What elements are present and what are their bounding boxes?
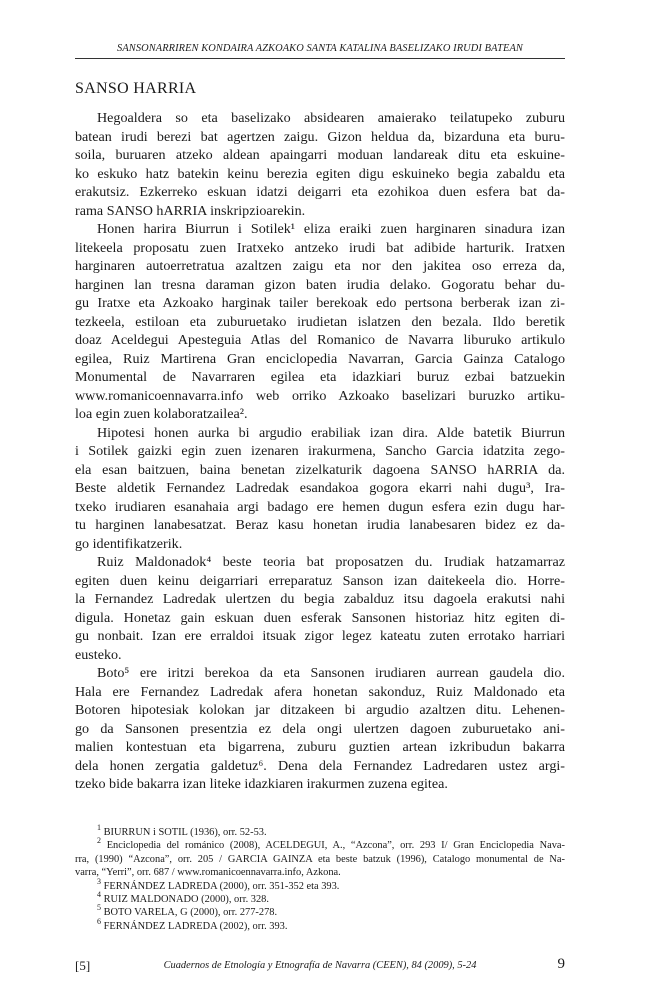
footnote-text: BIURRUN i SOTIL (1936), orr. 52-53. <box>103 827 267 838</box>
text-line: erakutsiz. Ezkerreko eskuan idatzi deigarri eta ezohikoa duen esfera bat da- <box>75 184 565 200</box>
footnote-number: 3 <box>97 876 101 886</box>
running-header: SANSONARRIREN KONDAIRA AZKOAKO SANTA KATALINA BASELIZAKO IRUDI BATEAN <box>117 43 523 54</box>
text-line: go da Sansonen presentzia ez dela ongi ulertzen dagoen zuburuetako ani- <box>75 720 565 737</box>
footnote-text: Enciclopedia del románico (2008), ACELDEGUI, A., “Azcona”, orr. 293 I/ Gran Enciclopedia Nava- <box>106 840 565 852</box>
text-line: i Sotilek gaizki egin zuen izenaren irakurmena, Sancho Garcia idatzita zego- <box>75 443 565 459</box>
text-line: tezkeela, estiloan eta zuburuetako irudietan islatzen den bezala. Ildo beretik <box>75 313 565 330</box>
footnotes <box>75 823 565 933</box>
paragraph <box>75 664 565 794</box>
text-line: egiten duen keinu deigarriari erreparatuz Sanson izan daitekeela dio. Horre- <box>75 572 565 589</box>
section-title: SANSO HARRIA <box>75 80 197 97</box>
paragraph <box>75 109 565 220</box>
text-line: Hegoaldera so eta baselizako absidearen amaierako teilatupeko zuburu <box>97 110 565 126</box>
page-number: 9 <box>557 956 565 972</box>
text-line: eusteko. <box>75 646 122 663</box>
footnote-text: BOTO VARELA, G (2000), orr. 277-278. <box>103 907 278 919</box>
text-line: gu nonbait. Izan ere erraldoi itsuak zigor legez kateatu zuten errotako harriari <box>75 628 565 644</box>
text-line: Ruiz Maldonadok⁴ beste teoria bat proposatzen du. Irudiak hatzamarraz <box>97 554 565 570</box>
paragraph <box>75 220 565 424</box>
footnote-number: 5 <box>97 903 101 913</box>
text-line: egilea, Ruiz Martirena Gran enciclopedia Navarran, Garcia Gainza Catalogo <box>75 350 565 367</box>
text-line: harginaren autoerretratua azaltzen zaigu eta nor den jakitea oso erreza da, <box>75 258 565 274</box>
text-line: doaz Aceldegui Apesteguia Atlas del Romanico de Navarra liburuko artikulo <box>75 332 565 348</box>
text-line: Beste aldetik Fernandez Ladredak esandakoa gogora ekarri nahi dugu³, Ira- <box>75 480 565 496</box>
footnote-number: 2 <box>97 836 101 846</box>
text-line: ko eskuko hatz batekin keinu berezia egiten digu eskuineko begia zabaldu eta <box>75 165 565 182</box>
text-line: tu harginen lanabesatzat. Beraz kasu honetan irudia lanabesaren bidez ez da- <box>75 517 565 533</box>
footnote-text: varra, “Yerri”, orr. 687 / www.romanicoennavarra.info, Azkona. <box>75 867 341 879</box>
text-line: la Fernandez Ladredak ulertzen du begia zabalduz itsu dagoela erakutsi nahi <box>75 591 565 607</box>
text-line: soila, buruaren atzeko aldean apaingarri moduan landareak ditu eta eskuine- <box>75 147 565 163</box>
text-line: Hala ere Fernandez Ladredak afera honetan sakonduz, Ruiz Maldonado eta <box>75 683 565 700</box>
footnote <box>75 836 565 879</box>
text-line: malien kontestuan eta bigarrena, zuburu guztien artean izkribudun bakarra <box>75 739 565 755</box>
footnote-number: 6 <box>97 916 101 926</box>
text-line: harginen lan tresna daraman gizon baten irudia delako. Gogoratu behar du- <box>75 276 565 293</box>
text-line: gu Iratxe eta Azkoako harginak tailer berekoak edo pertsona berberak izan zi- <box>75 295 565 311</box>
footnote <box>75 916 565 933</box>
text-line: Monumental de Navarraren egilea eta idazkiari buruz ezbai batzuekin <box>75 369 565 385</box>
text-line: txeko irudiaren esanahaia argi badago ere hemen dugun esfera ezin dugu har- <box>75 498 565 515</box>
footnote <box>75 903 565 919</box>
body-text <box>75 109 565 794</box>
footnote <box>75 876 565 893</box>
text-line: loa egin zuen kolaboratzailea². <box>75 406 248 422</box>
text-line: www.romanicoennavarra.info web orriko Azkoako baselizari buruzko artiku- <box>75 387 565 404</box>
text-line: Hipotesi honen aurka bi argudio erabiliak izan dira. Alde batetik Biurrun <box>97 424 565 441</box>
footer-page-ref: [5] <box>75 958 91 973</box>
text-line: Botoren hipotesiak kolokan jar ditzakeen bi argudio azaltzen ditu. Lehenen- <box>75 702 565 718</box>
text-line: litekeela proposatu zuen Iratxeko antzeko irudi bat adibide harturik. Iratxen <box>75 239 565 256</box>
footnote-text: rra, (1990) “Azcona”, orr. 205 / GARCIA GAINZA eta beste batzuk (1996), Catalogo monumental de Na- <box>75 853 565 865</box>
text-line: batean irudi berezi bat agertzen zaigu. Gizon heldua da, bizarduna eta buru- <box>75 128 565 145</box>
footnote <box>75 890 565 906</box>
text-line: digula. Honetaz gain eskuan duen esferak Sansonen historiaz hitz egiten di- <box>75 609 565 626</box>
footer-journal: Cuadernos de Etnología y Etnografía de Navarra (CEEN), 84 (2009), 5-24 <box>163 960 477 971</box>
text-line: tzeko bide bakarra izan liteke idazkiaren irakurmen zuzena egitea. <box>75 776 448 792</box>
text-line: Honen harira Biurrun i Sotilek¹ eliza eraiki zuen harginaren sinadura izan <box>97 221 565 237</box>
paragraph <box>75 424 565 554</box>
footnote-text: FERNÁNDEZ LADREDA (2002), orr. 393. <box>103 920 288 932</box>
footnote <box>75 823 565 839</box>
footnote-number: 1 <box>97 823 101 832</box>
footnote-text: FERNÁNDEZ LADREDA (2000), orr. 351-352 eta 393. <box>103 880 340 892</box>
text-line: go identifikatzerik. <box>75 535 183 552</box>
header-rule <box>75 58 565 59</box>
text-line: rama SANSO hARRIA inskripzioarekin. <box>75 202 306 219</box>
text-line: Boto⁵ ere iritzi berekoa da eta Sansonen irudiaren aurrean gaudela dio. <box>97 665 565 681</box>
footnote-text: RUIZ MALDONADO (2000), orr. 328. <box>103 894 269 906</box>
text-line: dela honen zergatia galdetuz⁶. Dena dela Fernandez Ladredaren ustez argi- <box>75 757 565 774</box>
paragraph <box>75 553 565 664</box>
footnote-number: 4 <box>97 890 101 900</box>
text-line: ela esan baitzuen, baina benetan zizelkaturik dagoena SANSO hARRIA da. <box>75 461 565 478</box>
